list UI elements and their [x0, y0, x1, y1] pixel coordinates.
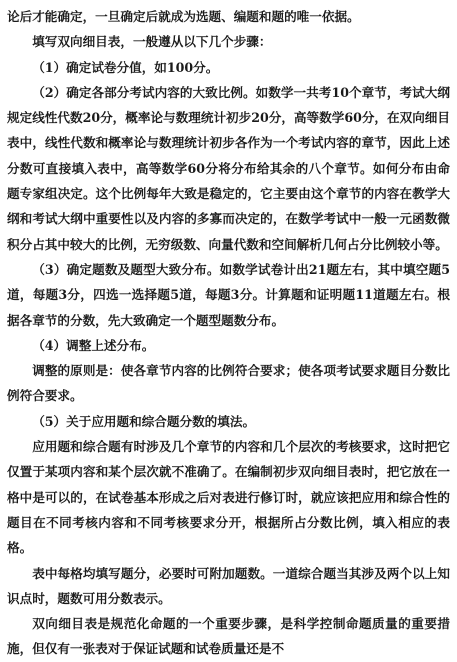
paragraph-applied-questions: 应用题和综合题有时涉及几个章节的内容和几个层次的考核要求，这时把它仅置于某项内容和某个层次就不准确了。在编制初步双向细目表时，把它放在一格中是可以的，在试卷基本形成之后对表进行修订时，就应该把应用和综合性的题目在不同考核内容和不同考核要求分开，根据所占分数比例，填入相应的表格。 — [7, 439, 450, 556]
paragraph-step-1: （1）确定试卷分值，如100分。 — [32, 59, 219, 75]
paragraph-step-4: （4）调整上述分布。 — [32, 337, 155, 353]
paragraph-cell-scores: 表中每格均填写题分，必要时可附加题数。一道综合题当其涉及两个以上知识点时，题数可用分数表示。 — [7, 565, 450, 606]
paragraph-continuation: 论后才能确定，一旦确定后就成为选题、编题和题的唯一依据。 — [7, 9, 360, 24]
paragraph-step-5: （5）关于应用题和综合题分数的填法。 — [32, 413, 256, 429]
paragraph-steps-intro: 填写双向细目表，一般遵从以下几个步骤： — [32, 34, 272, 50]
paragraph-conclusion: 双向细目表是规范化命题的一个重要步骤，是科学控制命题质量的重要措施，但仅有一张表对于保证试题和试卷质量还是不 — [7, 616, 450, 657]
paragraph-adjust-principle: 调整的原则是：使各章节内容的比例符合要求；使各项考试要求题目分数比例符合要求。 — [7, 363, 450, 404]
paragraph-step-2: （2）确定各部分考试内容的大致比例。如数学一共考10个章节，考试大纲规定线性代数20分，概率论与数理统计初步20分，高等数学60分，在双向细目表中，线性代数和概率论与数理统计初步各作为一个考试内容的章节，因此上述分数可直接填入表中，高等数学60分将分布给其余的八个章节。如何分布由命题专家组决定。这个比例每年大致是稳定的，它主要由这个章节的内容在教学大纲和考试大纲中重要性以及内容的多寡而决定的，在数学考试中一般一元函数微积分占其中较大的比例，无穷级数、向量代数和空间解析几何占分比例较小等。 — [7, 84, 450, 252]
paragraph-step-3: （3）确定题数及题型大致分布。如数学试卷计出21题左右，其中填空题5道，每题3分，四选一选择题5道，每题3分。计算题和证明题11道题左右。根据各章节的分数，先大致确定一个题型题数分布。 — [7, 261, 450, 328]
